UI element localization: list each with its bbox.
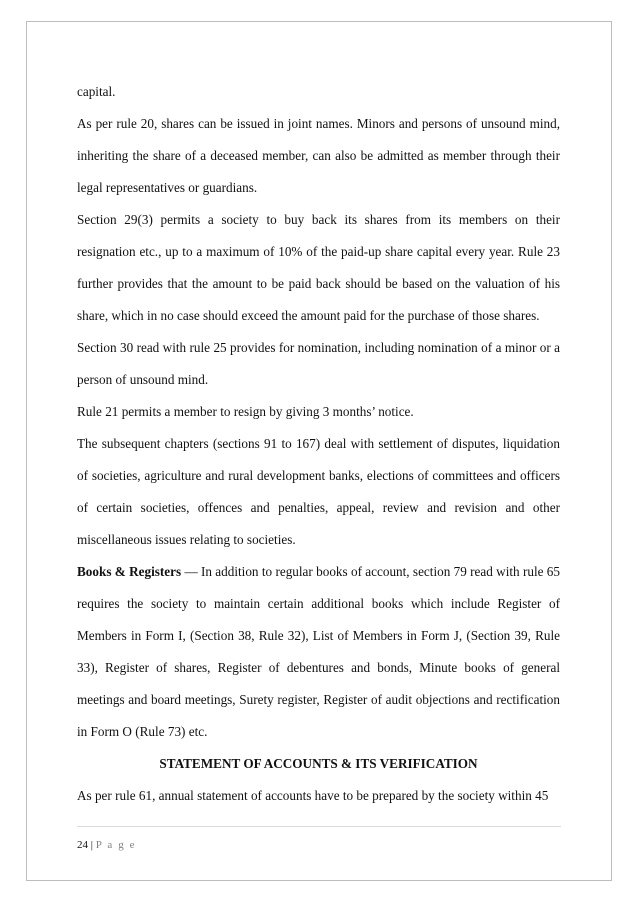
paragraph-section-30: Section 30 read with rule 25 provides for nomination, including nomination of a minor or a person of unsound mind. <box>77 340 560 387</box>
paragraph-books-registers <box>77 556 560 748</box>
footer-divider <box>77 826 561 827</box>
document-body <box>77 76 560 812</box>
books-registers-heading: Books & Registers <box>77 564 182 579</box>
paragraph-section-29: Section 29(3) permits a society to buy back its shares from its members on their resignation etc., up to a maximum of 10% of the paid-up share capital every year. Rule 23 further provides that the amount to be paid back should be based on the valuation of his share, which in no case should exceed the amount paid for the purchase of those shares. <box>77 212 560 323</box>
paragraph-subsequent-chapters: The subsequent chapters (sections 91 to 167) deal with settlement of disputes, liquidation of societies, agriculture and rural development banks, elections of committees and officers of certain societies, offences and penalties, appeal, review and revision and other miscellaneous issues relating to societies. <box>77 436 560 547</box>
page-number: 24 <box>77 839 88 851</box>
books-registers-text: — In addition to regular books of account, section 79 read with rule 65 requires the society to maintain certain additional books which include Register of Members in Form I, (Section 38, Rule 32), List of Members in Form J, (Section 39, Rule 33), Register of shares, Register of debentures and bonds, Minute books of general meetings and board meetings, Surety register, Register of audit objections and rectification in Form O (Rule 73) etc. <box>77 564 560 739</box>
page-label: P a g e <box>95 839 137 851</box>
footer-separator: | <box>88 839 96 851</box>
section-heading: STATEMENT OF ACCOUNTS & ITS VERIFICATION <box>159 756 478 771</box>
paragraph-capital: capital. <box>77 84 116 99</box>
paragraph-rule-61: As per rule 61, annual statement of accounts have to be prepared by the society within 45 <box>77 788 549 803</box>
paragraph-rule-20: As per rule 20, shares can be issued in joint names. Minors and persons of unsound mind, inheriting the share of a deceased member, can also be admitted as member through their legal representatives or guardians. <box>77 116 560 195</box>
page-footer <box>77 838 136 852</box>
paragraph-rule-21: Rule 21 permits a member to resign by giving 3 months’ notice. <box>77 404 414 419</box>
